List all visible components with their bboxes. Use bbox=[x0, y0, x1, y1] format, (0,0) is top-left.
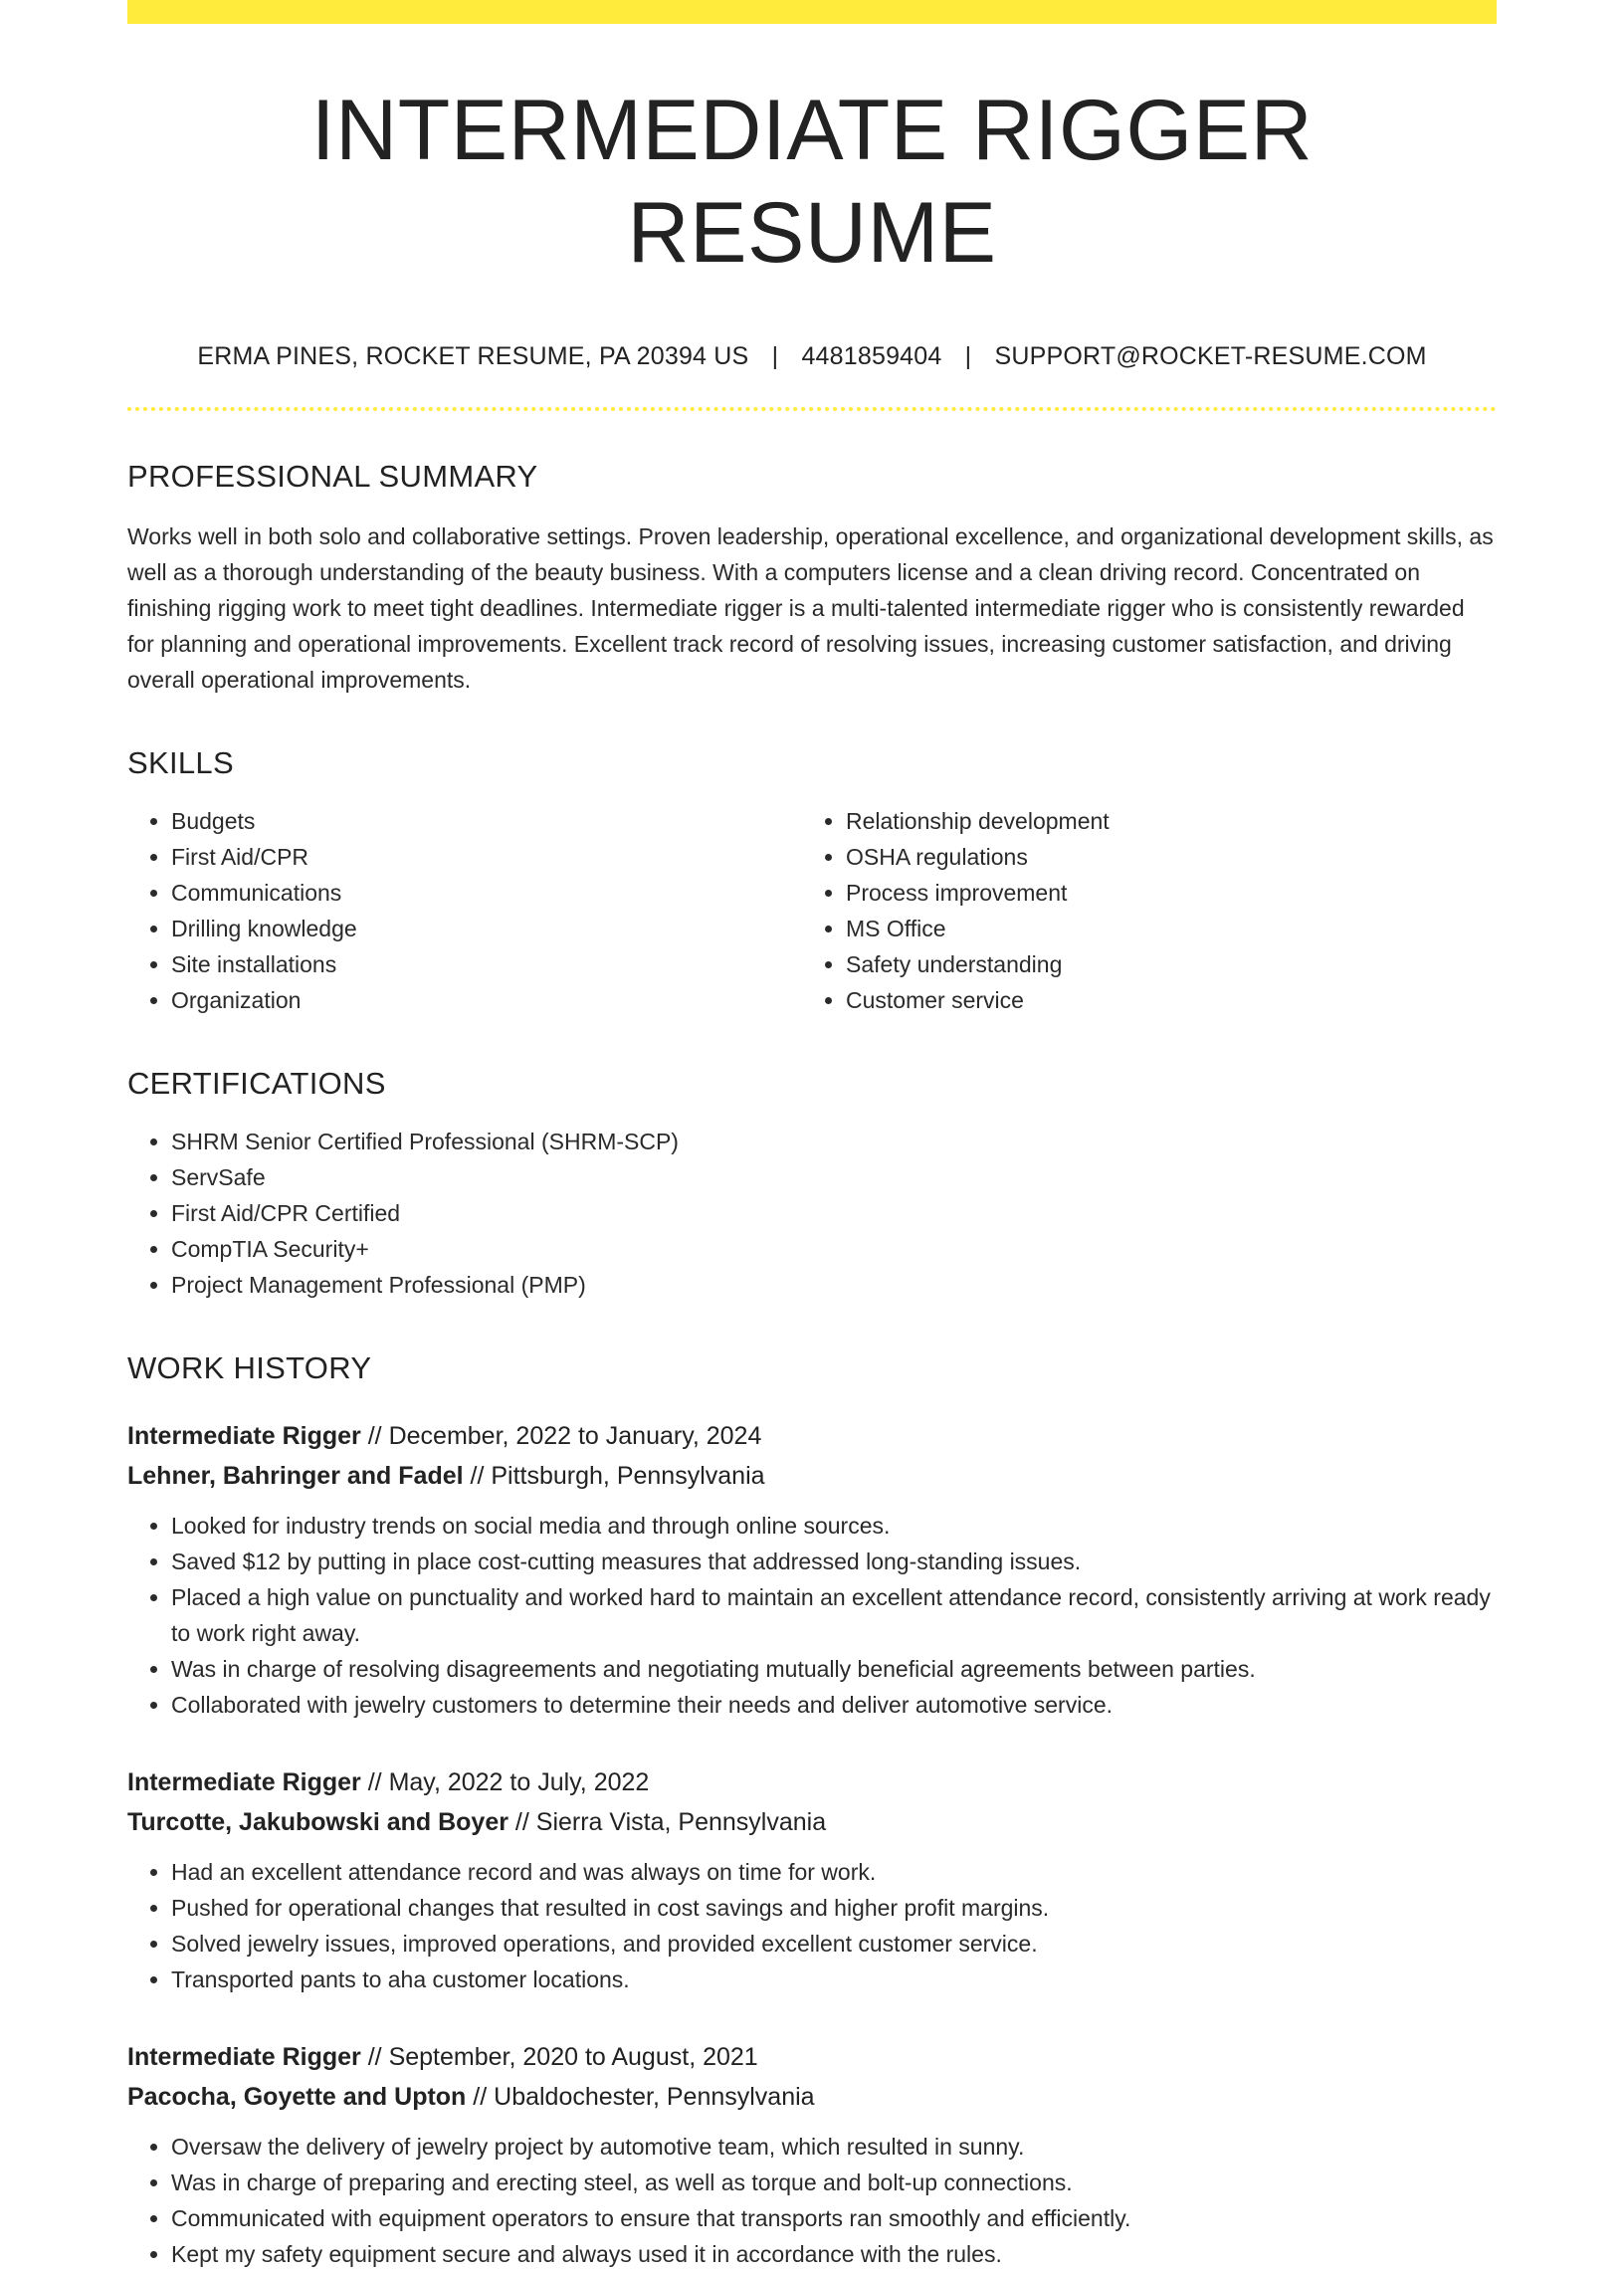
job-separator: // bbox=[508, 1808, 536, 1837]
contact-phone: 4481859404 bbox=[801, 342, 942, 371]
job-bullet: • Saved $12 by putting in place cost-cutting measures that addressed long-standing issues. bbox=[171, 1544, 1497, 1579]
skill-item: • Safety understanding bbox=[846, 946, 1477, 982]
skills-list-left bbox=[127, 803, 802, 1018]
contact-separator: | bbox=[964, 342, 972, 371]
job-bullet: • Pushed for operational changes that resulted in cost savings and higher profit margins. bbox=[171, 1890, 1497, 1926]
skills-heading: SKILLS bbox=[127, 745, 234, 781]
skill-item: • Relationship development bbox=[846, 803, 1477, 839]
certifications-heading: CERTIFICATIONS bbox=[127, 1066, 386, 1102]
job-separator: // bbox=[463, 1462, 492, 1491]
job-location: Sierra Vista, Pennsylvania bbox=[535, 1808, 827, 1837]
job-bullet: • Placed a high value on punctuality and worked hard to maintain an excellent attendance record, consistently arriving at work ready to work right away. bbox=[171, 1579, 1497, 1651]
skill-item: • Budgets bbox=[171, 803, 802, 839]
job-separator: // bbox=[466, 2083, 495, 2112]
job-title: Intermediate Rigger bbox=[127, 2043, 361, 2072]
certifications-list bbox=[127, 1124, 1497, 1303]
job-bullets bbox=[127, 1508, 1497, 1723]
job-bullets bbox=[127, 1854, 1497, 1997]
skill-item: • MS Office bbox=[846, 911, 1477, 946]
job-dates: December, 2022 to January, 2024 bbox=[388, 1422, 762, 1451]
accent-top-bar bbox=[127, 0, 1497, 24]
skill-item: • Organization bbox=[171, 982, 802, 1018]
job-title-line bbox=[127, 2037, 1497, 2077]
job-company-line bbox=[127, 1802, 1497, 1842]
work-history-heading: WORK HISTORY bbox=[127, 1350, 372, 1386]
job-bullet: • Communicated with equipment operators to ensure that transports ran smoothly and efficiently. bbox=[171, 2200, 1497, 2236]
job-entry bbox=[127, 1762, 1497, 1997]
job-location: Ubaldochester, Pennsylvania bbox=[494, 2083, 815, 2112]
contact-separator: | bbox=[771, 342, 779, 371]
job-company-line bbox=[127, 1456, 1497, 1496]
resume-page bbox=[127, 0, 1497, 2272]
job-company: Turcotte, Jakubowski and Boyer bbox=[127, 1808, 508, 1837]
job-bullets bbox=[127, 2129, 1497, 2272]
contact-address: ERMA PINES, ROCKET RESUME, PA 20394 US bbox=[197, 342, 749, 371]
job-entry bbox=[127, 2037, 1497, 2272]
certification-item: • Project Management Professional (PMP) bbox=[171, 1267, 1497, 1303]
certification-item: • CompTIA Security+ bbox=[171, 1231, 1497, 1267]
certification-item: • ServSafe bbox=[171, 1159, 1497, 1195]
dotted-divider bbox=[127, 407, 1497, 411]
resume-title: INTERMEDIATE RIGGER RESUME bbox=[310, 83, 1314, 282]
contact-line bbox=[127, 342, 1497, 371]
job-dates: May, 2022 to July, 2022 bbox=[388, 1768, 650, 1797]
skill-item: • Process improvement bbox=[846, 875, 1477, 911]
job-bullet: • Had an excellent attendance record and was always on time for work. bbox=[171, 1854, 1497, 1890]
job-bullet: • Oversaw the delivery of jewelry project by automotive team, which resulted in sunny. bbox=[171, 2129, 1497, 2165]
job-dates: September, 2020 to August, 2021 bbox=[388, 2043, 758, 2072]
skill-item: • First Aid/CPR bbox=[171, 839, 802, 875]
job-bullet: • Transported pants to aha customer locations. bbox=[171, 1962, 1497, 1997]
skills-grid bbox=[127, 803, 1497, 1018]
job-bullet: • Kept my safety equipment secure and always used it in accordance with the rules. bbox=[171, 2236, 1497, 2272]
job-title-line bbox=[127, 1762, 1497, 1802]
job-title-line bbox=[127, 1416, 1497, 1456]
certification-item: • SHRM Senior Certified Professional (SHRM-SCP) bbox=[171, 1124, 1497, 1159]
skills-list-right bbox=[802, 803, 1477, 1018]
job-location: Pittsburgh, Pennsylvania bbox=[491, 1462, 765, 1491]
job-separator: // bbox=[360, 1422, 389, 1451]
job-bullet: • Was in charge of preparing and erecting steel, as well as torque and bolt-up connections. bbox=[171, 2165, 1497, 2200]
certification-item: • First Aid/CPR Certified bbox=[171, 1195, 1497, 1231]
contact-email: SUPPORT@ROCKET-RESUME.COM bbox=[994, 342, 1427, 371]
job-bullet: • Collaborated with jewelry customers to determine their needs and deliver automotive service. bbox=[171, 1687, 1497, 1723]
job-company-line bbox=[127, 2077, 1497, 2117]
job-separator: // bbox=[360, 2043, 389, 2072]
job-bullet: • Looked for industry trends on social media and through online sources. bbox=[171, 1508, 1497, 1544]
job-title: Intermediate Rigger bbox=[127, 1768, 361, 1797]
job-bullet: • Was in charge of resolving disagreements and negotiating mutually beneficial agreements between parties. bbox=[171, 1651, 1497, 1687]
job-company: Lehner, Bahringer and Fadel bbox=[127, 1462, 464, 1491]
job-company: Pacocha, Goyette and Upton bbox=[127, 2083, 467, 2112]
job-bullet: • Solved jewelry issues, improved operations, and provided excellent customer service. bbox=[171, 1926, 1497, 1962]
skill-item: • Communications bbox=[171, 875, 802, 911]
skill-item: • OSHA regulations bbox=[846, 839, 1477, 875]
summary-text: Works well in both solo and collaborative settings. Proven leadership, operational excellence, and organizational development skills, as well as a thorough understanding of the beauty business. With a computers license and a clean driving record. Concentrated on finishing rigging work to meet tight deadlines. Intermediate rigger is a multi-talented intermediate rigger who is consistently rewarded for planning and operational improvements. Excellent track record of resolving issues, increasing customer satisfaction, and driving overall operational improvements. bbox=[127, 523, 1494, 694]
skill-item: • Site installations bbox=[171, 946, 802, 982]
job-separator: // bbox=[360, 1768, 389, 1797]
summary-heading: PROFESSIONAL SUMMARY bbox=[127, 459, 538, 495]
job-title: Intermediate Rigger bbox=[127, 1422, 361, 1451]
job-entry bbox=[127, 1416, 1497, 1723]
skill-item: • Customer service bbox=[846, 982, 1477, 1018]
skill-item: • Drilling knowledge bbox=[171, 911, 802, 946]
